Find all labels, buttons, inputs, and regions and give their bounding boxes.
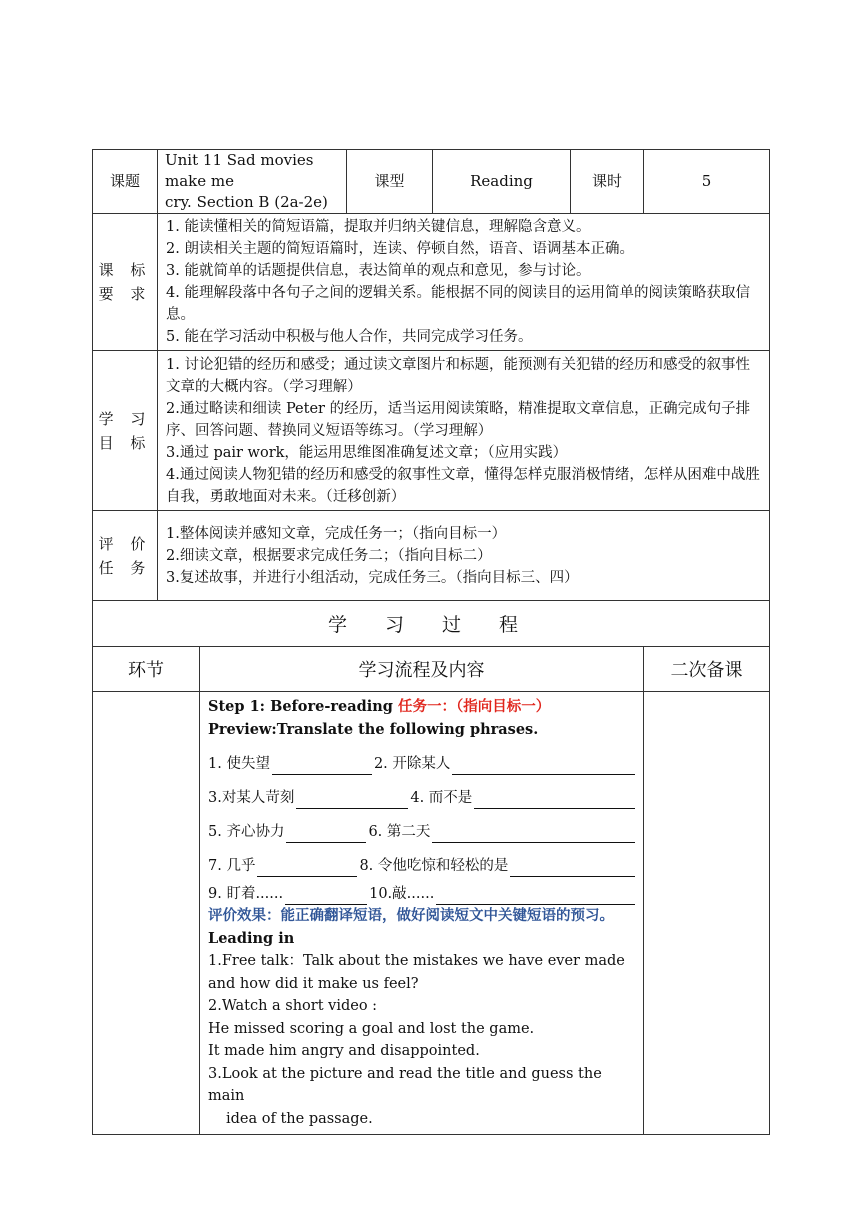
- task-label: 任务一：（指向目标一）: [397, 698, 551, 715]
- standards-row: [93, 214, 770, 351]
- type-value: Reading: [433, 150, 571, 214]
- list-item: 3.通过 pair work，能运用思维图准确复述文章；（应用实践）: [166, 444, 568, 461]
- answer-blank: [510, 854, 635, 877]
- column-content: 学习流程及内容: [200, 647, 644, 692]
- phrase-row: 7. 几乎 8. 令他吃惊和轻松的是: [208, 843, 637, 877]
- second-prep-cell: [644, 692, 770, 1135]
- list-item: 4. 能理解段落中各句子之间的逻辑关系。能根据不同的阅读目的运用简单的阅读策略获取信息。: [166, 285, 750, 323]
- preview-instruction: Preview:Translate the following phrases.: [208, 720, 539, 738]
- step1-row: [93, 692, 770, 1135]
- list-item: 1. 讨论犯错的经历和感受；通过读文章图片和标题，能预测有关犯错的经历和感受的叙事性文章的大概内容。（学习理解）: [166, 356, 750, 395]
- standards-list: [158, 214, 770, 351]
- list-item: 2.Watch a short video :: [208, 998, 378, 1014]
- list-item: 1.Free talk：Talk about the mistakes we have ever made and how did it make us feel?: [208, 953, 625, 992]
- evaluation-effect: 评价效果：能正确翻译短语，做好阅读短文中关键短语的预习。: [208, 907, 614, 924]
- evaluation-row: [93, 511, 770, 601]
- answer-blank: [436, 882, 635, 905]
- list-item: 2.细读文章，根据要求完成任务二；（指向目标二）: [166, 547, 492, 564]
- column-second-prep: 二次备课: [644, 647, 770, 692]
- list-item: idea of the passage.: [226, 1110, 373, 1127]
- answer-blank: [452, 752, 635, 775]
- phrase-row: 1. 使失望 2. 开除某人: [208, 741, 637, 775]
- list-item: 4.通过阅读人物犯错的经历和感受的叙事性文章，懂得怎样克服消极情绪，怎样从困难中战胜自我，勇敢地面对未来。（迁移创新）: [166, 466, 760, 505]
- period-label: 课时: [571, 150, 644, 214]
- list-item: 2.通过略读和细读 Peter 的经历，适当运用阅读策略，精准提取文章信息，正确完成句子排序、回答问题、替换同义短语等练习。（学习理解）: [166, 400, 751, 439]
- answer-blank: [474, 786, 635, 809]
- evaluation-label: 评 价 任 务: [93, 511, 158, 601]
- list-item: 5. 能在学习活动中积极与他人合作，共同完成学习任务。: [166, 329, 533, 345]
- list-item: 1.整体阅读并感知文章，完成任务一；（指向目标一）: [166, 525, 507, 542]
- step1-content: [200, 692, 644, 1135]
- column-header-row: [93, 647, 770, 692]
- answer-blank: [296, 786, 408, 809]
- answer-blank: [285, 882, 367, 905]
- list-item: It made him angry and disappointed.: [208, 1043, 480, 1059]
- list-item: 3.Look at the picture and read the title and guess the main: [208, 1065, 602, 1104]
- answer-blank: [272, 752, 372, 775]
- evaluation-list: [158, 511, 770, 601]
- topic-label: 课题: [93, 150, 158, 214]
- period-value: 5: [644, 150, 770, 214]
- goals-list: [158, 351, 770, 511]
- step1-heading: Step 1: Before-reading 任务一：（指向目标一）: [208, 698, 551, 715]
- stage-cell: [93, 692, 200, 1135]
- answer-blank: [286, 820, 366, 843]
- list-item: 3. 能就简单的话题提供信息，表达简单的观点和意见，参与讨论。: [166, 263, 591, 279]
- answer-blank: [257, 854, 357, 877]
- header-row: [93, 150, 770, 214]
- goals-label: 学 习 目 标: [93, 351, 158, 511]
- list-item: 2. 朗读相关主题的简短语篇时，连读、停顿自然，语音、语调基本正确。: [166, 241, 634, 257]
- answer-blank: [432, 820, 635, 843]
- lesson-table: [92, 149, 770, 1135]
- leading-in-heading: Leading in: [208, 929, 295, 947]
- process-title: 学 习 过 程: [93, 601, 770, 647]
- standards-label: 课 标 要 求: [93, 214, 158, 351]
- phrase-row: 3.对某人苛刻 4. 而不是: [208, 775, 637, 809]
- process-title-row: [93, 601, 770, 647]
- lesson-plan: [92, 149, 769, 1135]
- list-item: He missed scoring a goal and lost the game.: [208, 1020, 535, 1037]
- goals-row: [93, 351, 770, 511]
- list-item: 3.复述故事，并进行小组活动，完成任务三。（指向目标三、四）: [166, 569, 579, 586]
- phrase-row: 9. 盯着...... 10.敲......: [208, 877, 637, 905]
- topic-value: Unit 11 Sad movies make me cry. Section B (2a-2e): [158, 150, 347, 214]
- list-item: 1. 能读懂相关的简短语篇，提取并归纳关键信息，理解隐含意义。: [166, 219, 591, 235]
- phrase-row: 5. 齐心协力 6. 第二天: [208, 809, 637, 843]
- type-label: 课型: [347, 150, 433, 214]
- column-stage: 环节: [93, 647, 200, 692]
